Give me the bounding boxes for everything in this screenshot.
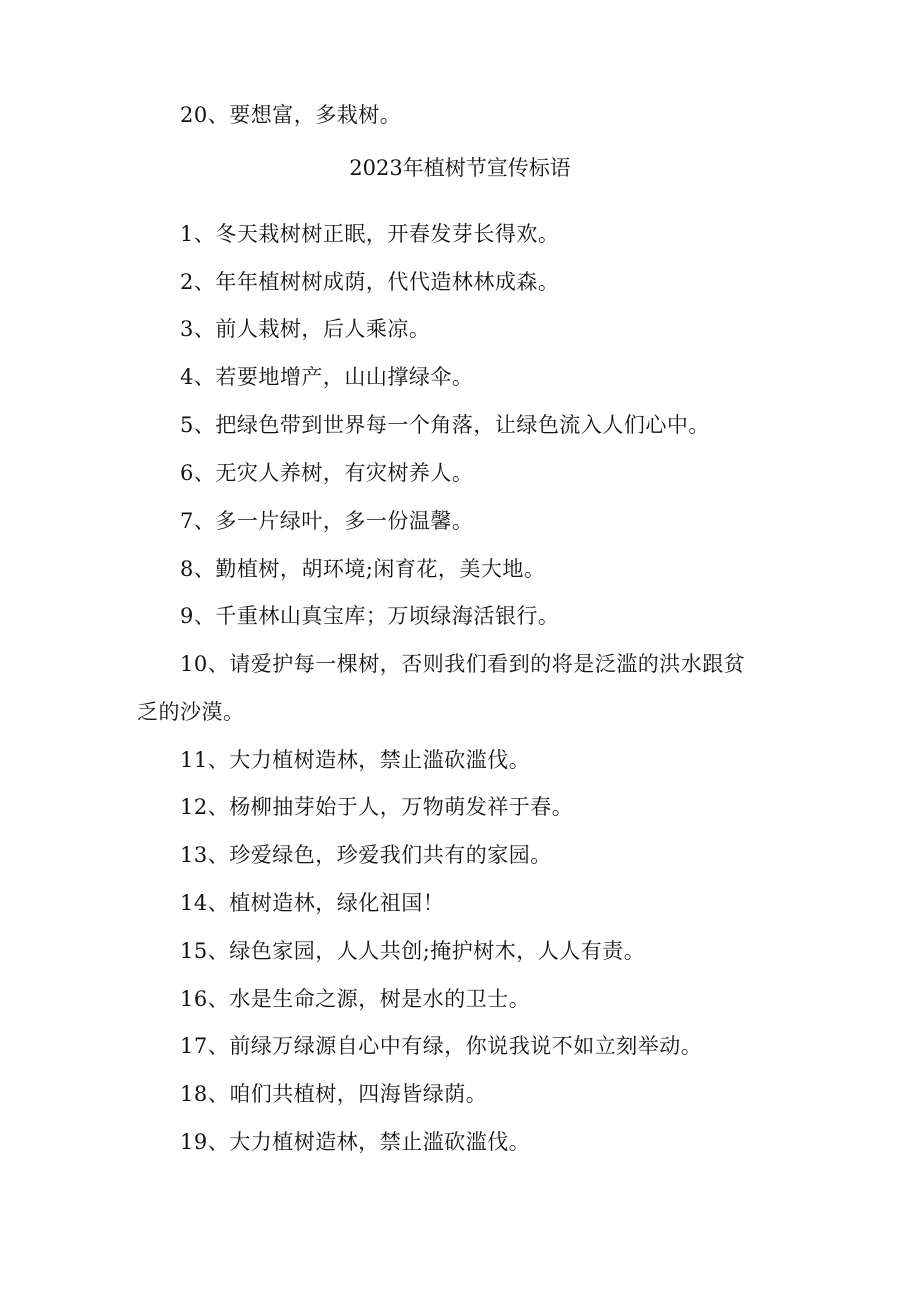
list-item: 18、咱们共植树，四海皆绿荫。 (180, 1082, 488, 1106)
list-item: 14、植树造林，绿化祖国！ (180, 891, 445, 915)
list-item: 11、大力植树造林，禁止滥砍滥伐。 (180, 748, 531, 772)
list-item: 10、请爱护每一棵树，否则我们看到的将是泛滥的洪水跟贫 (180, 652, 746, 676)
list-item: 3、前人栽树，后人乘凉。 (180, 317, 431, 341)
list-item: 12、杨柳抽芽始于人，万物萌发祥于春。 (180, 795, 574, 819)
list-item: 19、大力植树造林，禁止滥砍滥伐。 (180, 1130, 531, 1154)
list-item: 2、年年植树树成荫，代代造林林成森。 (180, 270, 560, 294)
list-item: 17、前绿万绿源自心中有绿，你说我说不如立刻举动。 (180, 1034, 703, 1058)
list-item: 13、珍爱绿色，珍爱我们共有的家园。 (180, 843, 552, 867)
list-item: 9、千重林山真宝库；万顷绿海活银行。 (180, 604, 560, 628)
list-item: 8、勤植树，胡环境;闲育花，美大地。 (180, 557, 546, 581)
list-item: 6、无灾人养树，有灾树养人。 (180, 461, 474, 485)
list-item: 5、把绿色带到世界每一个角落，让绿色流入人们心中。 (180, 413, 710, 437)
list-item: 16、水是生命之源，树是水的卫士。 (180, 987, 531, 1011)
list-item: 7、多一片绿叶，多一份温馨。 (180, 509, 474, 533)
list-item: 1、冬天栽树树正眠，开春发芽长得欢。 (180, 222, 560, 246)
list-item: 15、绿色家园，人人共创;掩护树木，人人有责。 (180, 939, 646, 963)
lead-item: 20、要想富，多栽树。 (180, 103, 402, 127)
document-title: 2023年植树节宣传标语 (349, 156, 571, 180)
list-item: 4、若要地增产，山山撑绿伞。 (180, 365, 474, 389)
list-item-continuation: 乏的沙漠。 (137, 700, 245, 724)
